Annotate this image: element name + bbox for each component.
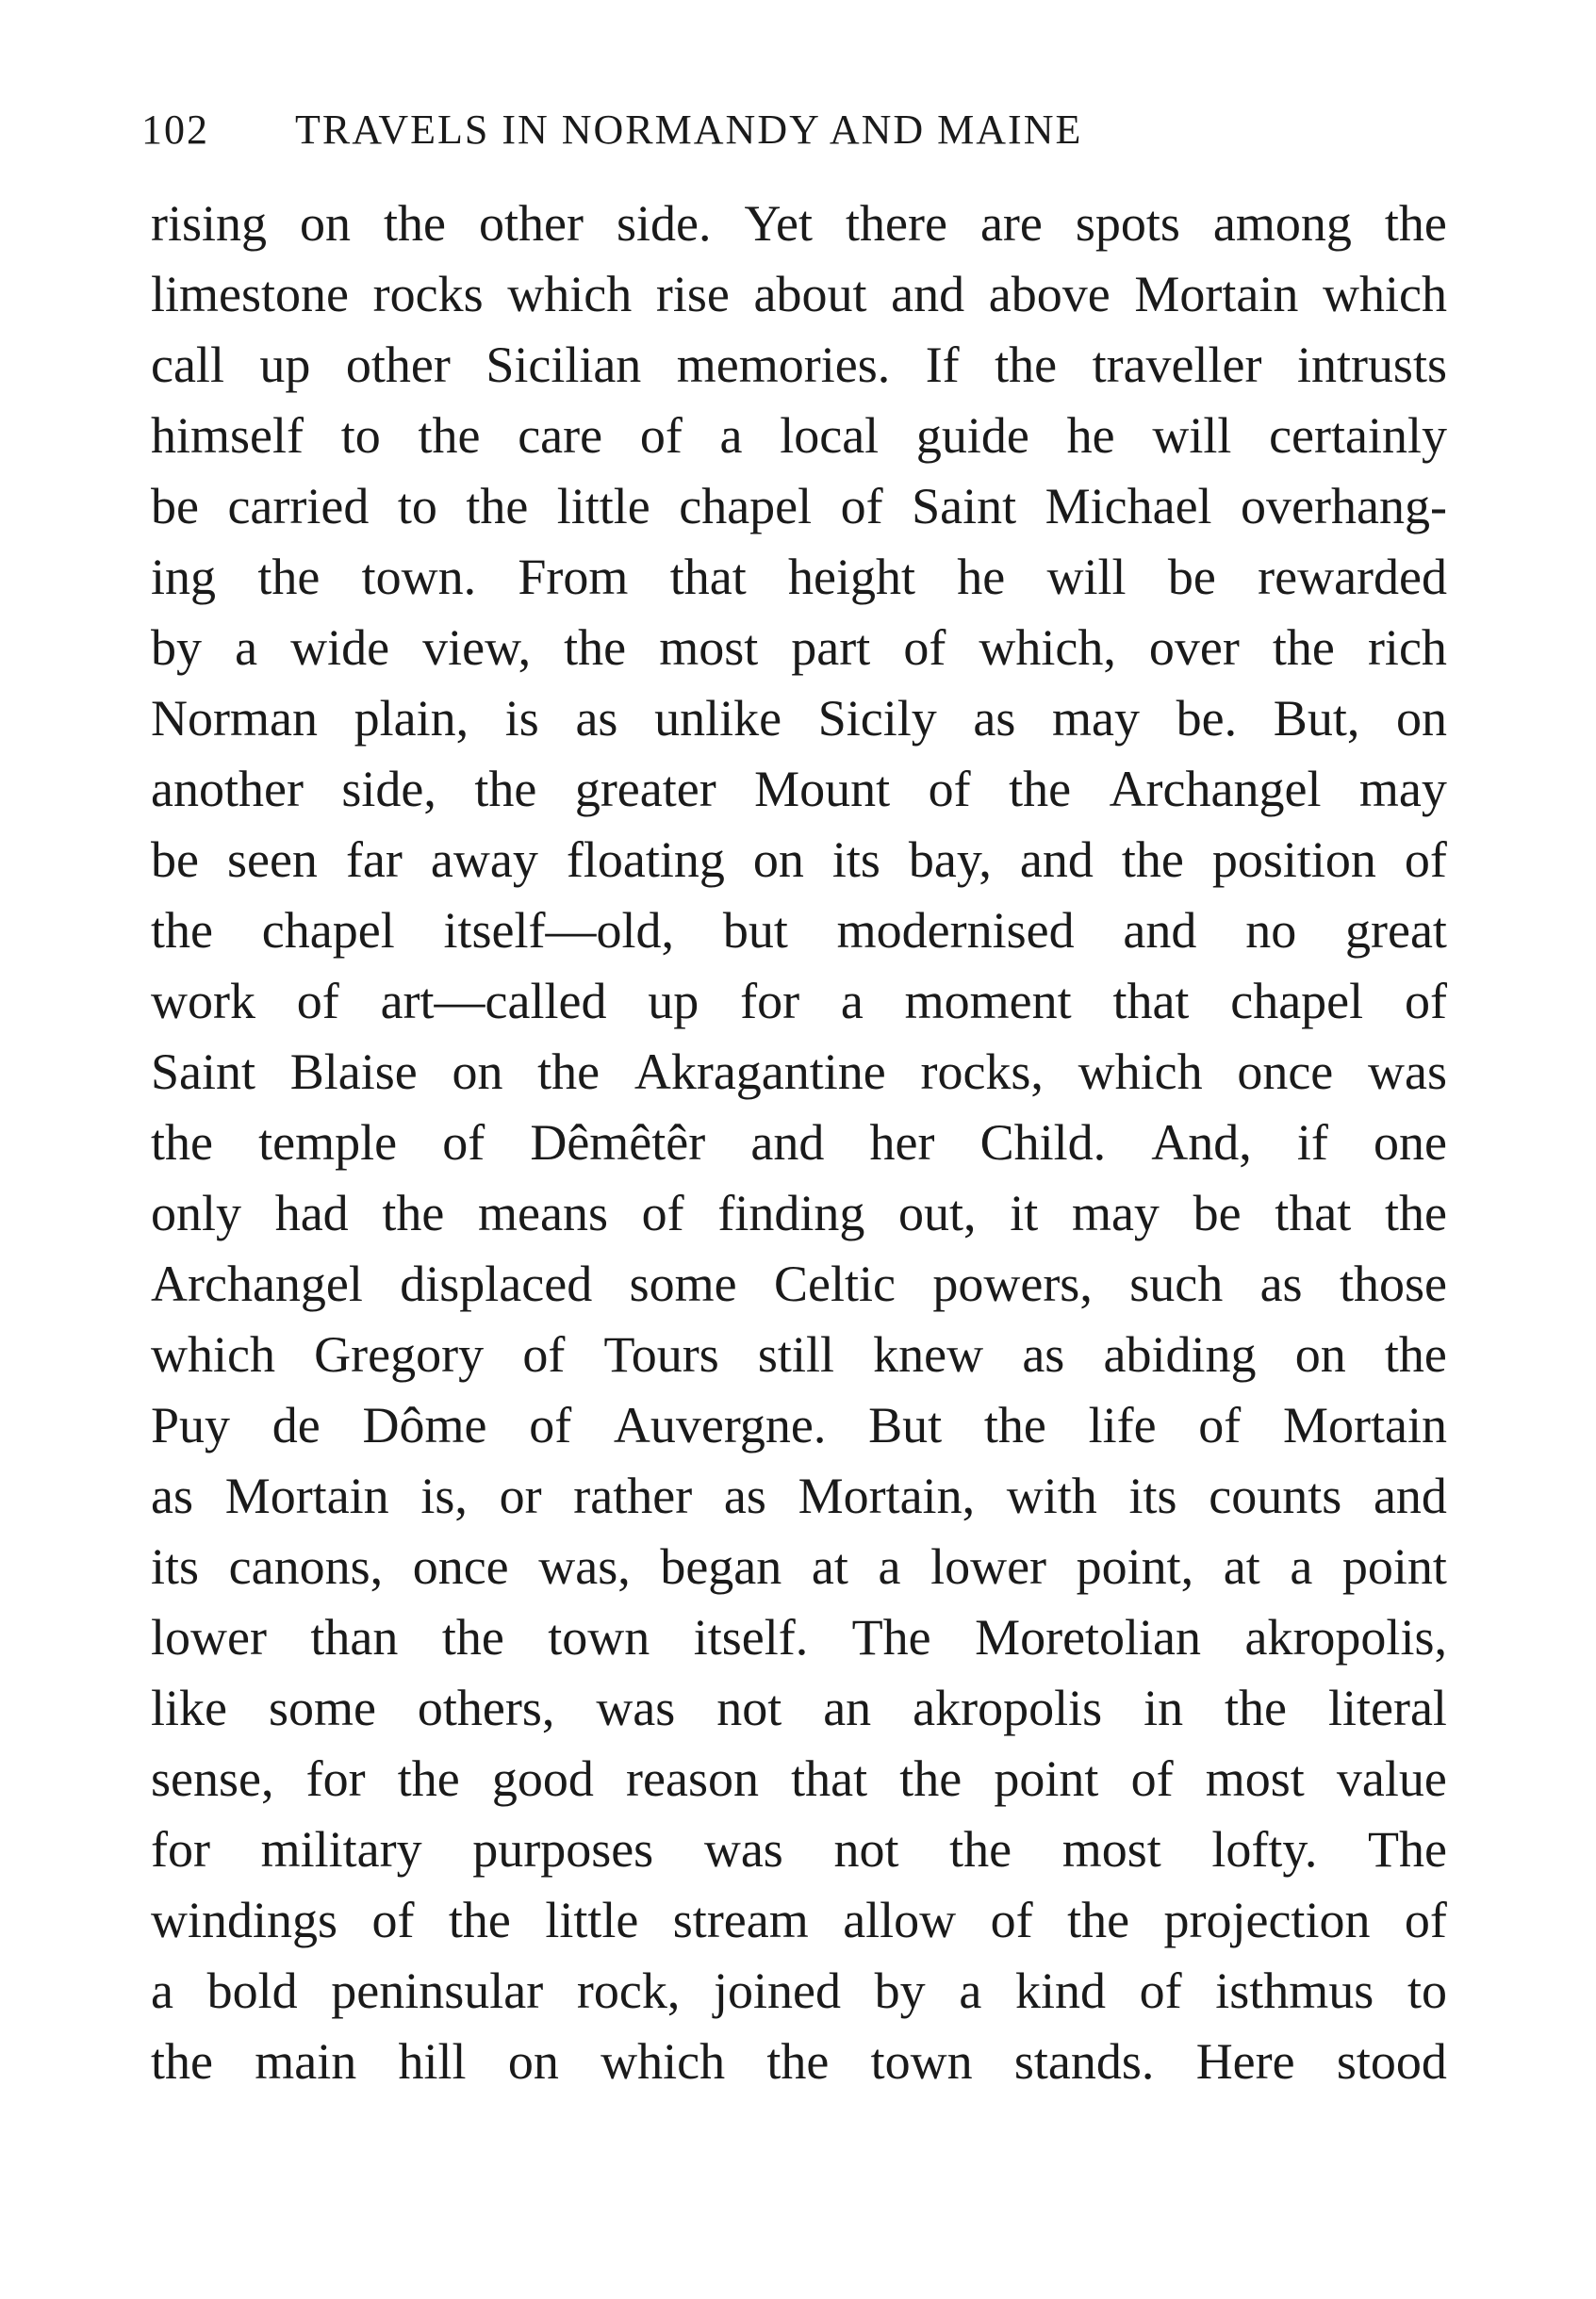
text-line: windings of the little stream allow of the projection of [151,1892,1447,1948]
text-line: the main hill on which the town stands. Here stood [151,2033,1447,2090]
text-line: ing the town. From that height he will be rewarded [151,549,1447,605]
text-line: for military purposes was not the most lofty. The [151,1821,1447,1878]
text-line: the temple of Dêmêtêr and her Child. And, if one [151,1114,1447,1171]
text-line: be carried to the little chapel of Saint Michael overhang- [151,478,1447,534]
text-line: lower than the town itself. The Moretolian akropolis, [151,1609,1447,1666]
text-line: work of art—called up for a moment that chapel of [151,973,1447,1029]
text-line: by a wide view, the most part of which, over the rich [151,619,1447,676]
text-line: only had the means of finding out, it may be that the [151,1185,1447,1241]
text-line: like some others, was not an akropolis in the literal [151,1680,1447,1736]
text-line: limestone rocks which rise about and above Mortain which [151,266,1447,322]
text-line: a bold peninsular rock, joined by a kind of isthmus to [151,1962,1447,2019]
body-text [151,189,1447,2097]
text-line: be seen far away floating on its bay, and the position of [151,831,1447,888]
text-line: which Gregory of Tours still knew as abiding on the [151,1326,1447,1383]
text-line: another side, the greater Mount of the Archangel may [151,761,1447,817]
text-line: Puy de Dôme of Auvergne. But the life of Mortain [151,1397,1447,1453]
text-line: himself to the care of a local guide he will certainly [151,407,1447,464]
text-line: the chapel itself—old, but modernised and no great [151,902,1447,959]
text-line: call up other Sicilian memories. If the traveller intrusts [151,337,1447,393]
text-line: Saint Blaise on the Akragantine rocks, which once was [151,1043,1447,1100]
text-line: as Mortain is, or rather as Mortain, with its counts and [151,1468,1447,1524]
text-line: Norman plain, is as unlike Sicily as may be. But, on [151,690,1447,747]
page-number: 102 [141,107,209,153]
text-line: Archangel displaced some Celtic powers, such as those [151,1256,1447,1312]
running-title: TRAVELS IN NORMANDY AND MAINE [295,107,1083,153]
text-line: rising on the other side. Yet there are spots among the [151,195,1447,252]
text-line: sense, for the good reason that the point of most value [151,1750,1447,1807]
text-line: its canons, once was, began at a lower point, at a point [151,1538,1447,1595]
running-head [141,102,1461,158]
